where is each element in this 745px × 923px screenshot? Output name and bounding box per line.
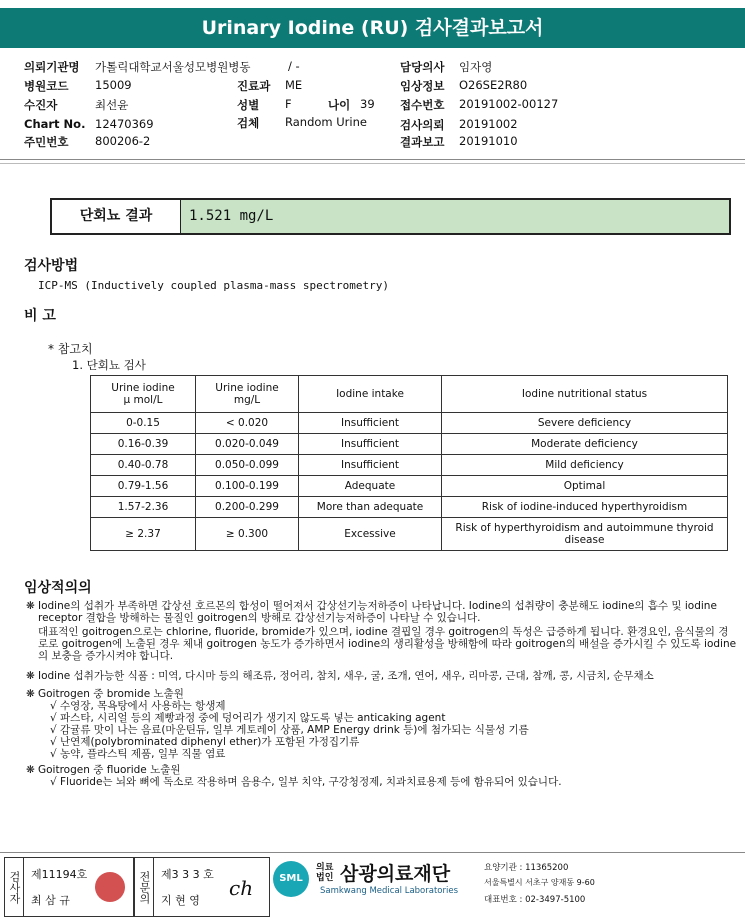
specialist-box xyxy=(134,857,270,917)
table-row xyxy=(91,413,728,434)
examiner-name: 최 삼 규 xyxy=(31,894,70,907)
specimen-value: Random Urine xyxy=(285,115,367,129)
bullet-icon: ❋ xyxy=(26,600,35,612)
list-item: √ 파스타, 시리얼 등의 제빵과정 중에 덩어리가 생기지 않도록 넣는 anticaking agent xyxy=(50,712,446,724)
clinical-paragraph xyxy=(26,764,738,788)
receipt-label: 접수번호 xyxy=(400,98,445,112)
column-header: Iodine intake xyxy=(299,376,442,413)
fluoride-heading: Goitrogen 중 fluoride 노출원 xyxy=(38,764,181,776)
bullet-icon: ❋ xyxy=(26,764,35,776)
org-name: 삼광의료재단 xyxy=(340,863,451,885)
clinical-paragraph xyxy=(26,688,738,760)
clinical-text: 대표적인 goitrogen으로는 chlorine, fluoride, bromide가 있으며, iodine 결핍일 경우 goitrogen의 독성은 급증하게 됩니다. 환경요인, 음식물의 경로로 goitrogen에 노출된 경우 체내 goitrogen 농도가 증가하면서 iodine의 생리활성을 방해함에 따라 goitrogen의 배설을 증가시킬 수 있도록 iodine의 보충을 증가시켜야 합니다. xyxy=(38,626,737,662)
table-cell: 0.100-0.199 xyxy=(196,476,299,497)
doctor-label: 담당의사 xyxy=(400,60,445,74)
report-title: Urinary Iodine (RU) 검사결과보고서 xyxy=(0,8,745,48)
org-prefix: 의료 법인 xyxy=(316,863,334,883)
list-item: √ Fluoride는 뇌와 뼈에 독소로 작용하며 음용수, 일부 치약, 구강청정제, 치과치료용제 등에 함유되어 있습니다. xyxy=(50,776,562,788)
org-english: Samkwang Medical Laboratories xyxy=(320,886,459,896)
remarks-heading: 비 고 xyxy=(24,308,56,324)
bromide-heading: Goitrogen 중 bromide 노출원 xyxy=(38,688,184,700)
table-cell: Insufficient xyxy=(299,434,442,455)
table-row xyxy=(91,476,728,497)
contact-line: 서울특별시 서초구 양재동 9-60 xyxy=(484,878,595,887)
patient-info xyxy=(0,52,745,152)
hospital-label: 의뢰기관명 xyxy=(24,60,80,74)
list-item: √ 농약, 플라스틱 제품, 일부 직물 염료 xyxy=(50,748,226,760)
chart-value: 12470369 xyxy=(95,117,154,131)
specialist-label: 전문의 xyxy=(135,858,154,916)
dept-label: 진료과 xyxy=(237,79,271,93)
footer xyxy=(0,852,745,923)
report-date-value: 20191010 xyxy=(459,134,518,148)
signature-icon: ch xyxy=(229,876,254,900)
patient-value: 최선윤 xyxy=(95,98,129,112)
method-text: ICP-MS (Inductively coupled plasma-mass spectrometry) xyxy=(38,279,389,292)
table-cell: More than adequate xyxy=(299,497,442,518)
table-row xyxy=(91,434,728,455)
sex-label: 성별 xyxy=(237,98,260,112)
age-value: 39 xyxy=(360,97,375,111)
age-label: 나이 xyxy=(328,98,351,112)
hospital-extra: / - xyxy=(288,59,300,73)
reference-subheading: 1. 단회뇨 검사 xyxy=(72,358,146,372)
logo-icon: SML xyxy=(273,861,309,897)
divider xyxy=(0,159,745,160)
contact-line: 요양기관 : 11365200 xyxy=(484,863,569,873)
rrn-value: 800206-2 xyxy=(95,134,151,148)
table-cell: Optimal xyxy=(442,476,728,497)
table-cell: Risk of hyperthyroidism and autoimmune thyroid disease xyxy=(442,518,728,551)
table-cell: 0.200-0.299 xyxy=(196,497,299,518)
clinical-section xyxy=(26,600,738,788)
table-cell: Mild deficiency xyxy=(442,455,728,476)
table-cell: Adequate xyxy=(299,476,442,497)
result-label: 단회뇨 결과 xyxy=(52,200,181,233)
clinical-info-label: 임상정보 xyxy=(400,79,445,93)
table-cell: 0.050-0.099 xyxy=(196,455,299,476)
column-header: Urine iodine mg/L xyxy=(196,376,299,413)
table-cell: Excessive xyxy=(299,518,442,551)
clinical-text: Iodine 섭취가능한 식품 : 미역, 다시마 등의 해조류, 정어리, 참치, 새우, 굴, 조개, 연어, 새우, 리마콩, 근대, 참깨, 콩, 시금치, 순무채소 xyxy=(38,670,654,682)
clinical-paragraph xyxy=(26,670,738,682)
table-row xyxy=(91,518,728,551)
clinical-heading: 임상적의의 xyxy=(24,580,92,596)
receipt-value: 20191002-00127 xyxy=(459,97,559,111)
table-cell: Severe deficiency xyxy=(442,413,728,434)
specimen-label: 검체 xyxy=(237,116,260,130)
result-value: 1.521 mg/L xyxy=(181,200,729,233)
sex-value: F xyxy=(285,97,292,111)
list-item: √ 수영장, 목욕탕에서 사용하는 항생제 xyxy=(50,700,226,712)
result-box xyxy=(50,198,731,235)
divider xyxy=(0,163,745,164)
list-item: √ 감귤류 맛이 나는 음료(마운틴듀, 일부 게토레이 상품, AMP Energy drink 등)에 첨가되는 식물성 기름 xyxy=(50,724,529,736)
column-header: Urine iodine μ mol/L xyxy=(91,376,196,413)
chart-label: Chart No. xyxy=(24,117,86,131)
seal-icon xyxy=(95,872,125,902)
table-cell: ≥ 0.300 xyxy=(196,518,299,551)
clinical-info-value: O26SE2R80 xyxy=(459,78,528,92)
table-cell: 0.16-0.39 xyxy=(91,434,196,455)
table-cell: ≥ 2.37 xyxy=(91,518,196,551)
contact-line: 대표번호 : 02-3497-5100 xyxy=(484,895,586,905)
table-cell: 0.40-0.78 xyxy=(91,455,196,476)
reference-heading: * 참고치 xyxy=(48,342,93,356)
list-item: √ 난연제(polybrominated diphenyl ether)가 포함된 가정집기류 xyxy=(50,736,360,748)
bullet-icon: ❋ xyxy=(26,688,35,700)
examiner-label: 검사자 xyxy=(5,858,24,916)
table-cell: 1.57-2.36 xyxy=(91,497,196,518)
table-cell: Risk of iodine-induced hyperthyroidism xyxy=(442,497,728,518)
request-date-value: 20191002 xyxy=(459,117,518,131)
specialist-name: 지 현 영 xyxy=(161,894,200,907)
hospital-value: 가톨릭대학교서울성모병원병동 xyxy=(95,60,251,74)
request-date-label: 검사의뢰 xyxy=(400,118,445,132)
table-cell: 0.79-1.56 xyxy=(91,476,196,497)
table-cell: Insufficient xyxy=(299,455,442,476)
code-label: 병원코드 xyxy=(24,79,69,93)
clinical-text: Iodine의 섭취가 부족하면 갑상선 호르몬의 합성이 떨어져서 갑상선기능저하증이 나타납니다. Iodine의 섭취량이 충분해도 iodine의 흡수 및 iodine receptor 결합을 방해하는 물질인 goitrogen의 방해로 갑상선기능저하증이 나타날 수 있습니다. xyxy=(38,600,717,624)
code-value: 15009 xyxy=(95,78,132,92)
rrn-label: 주민번호 xyxy=(24,135,69,149)
table-header-row xyxy=(91,376,728,413)
specialist-license: 제3 3 3 호 xyxy=(161,868,214,881)
report-date-label: 결과보고 xyxy=(400,135,445,149)
examiner-box xyxy=(4,857,134,917)
table-cell: 0-0.15 xyxy=(91,413,196,434)
table-cell: 0.020-0.049 xyxy=(196,434,299,455)
table-cell: Moderate deficiency xyxy=(442,434,728,455)
clinical-paragraph xyxy=(26,600,738,662)
method-heading: 검사방법 xyxy=(24,258,79,274)
column-header: Iodine nutritional status xyxy=(442,376,728,413)
patient-label: 수진자 xyxy=(24,98,58,112)
table-row xyxy=(91,497,728,518)
examiner-license: 제11194호 xyxy=(31,868,88,881)
table-cell: < 0.020 xyxy=(196,413,299,434)
table-row xyxy=(91,455,728,476)
reference-table xyxy=(90,375,728,551)
dept-value: ME xyxy=(285,78,303,92)
doctor-value: 임자영 xyxy=(459,60,493,74)
table-cell: Insufficient xyxy=(299,413,442,434)
bullet-icon: ❋ xyxy=(26,670,35,682)
